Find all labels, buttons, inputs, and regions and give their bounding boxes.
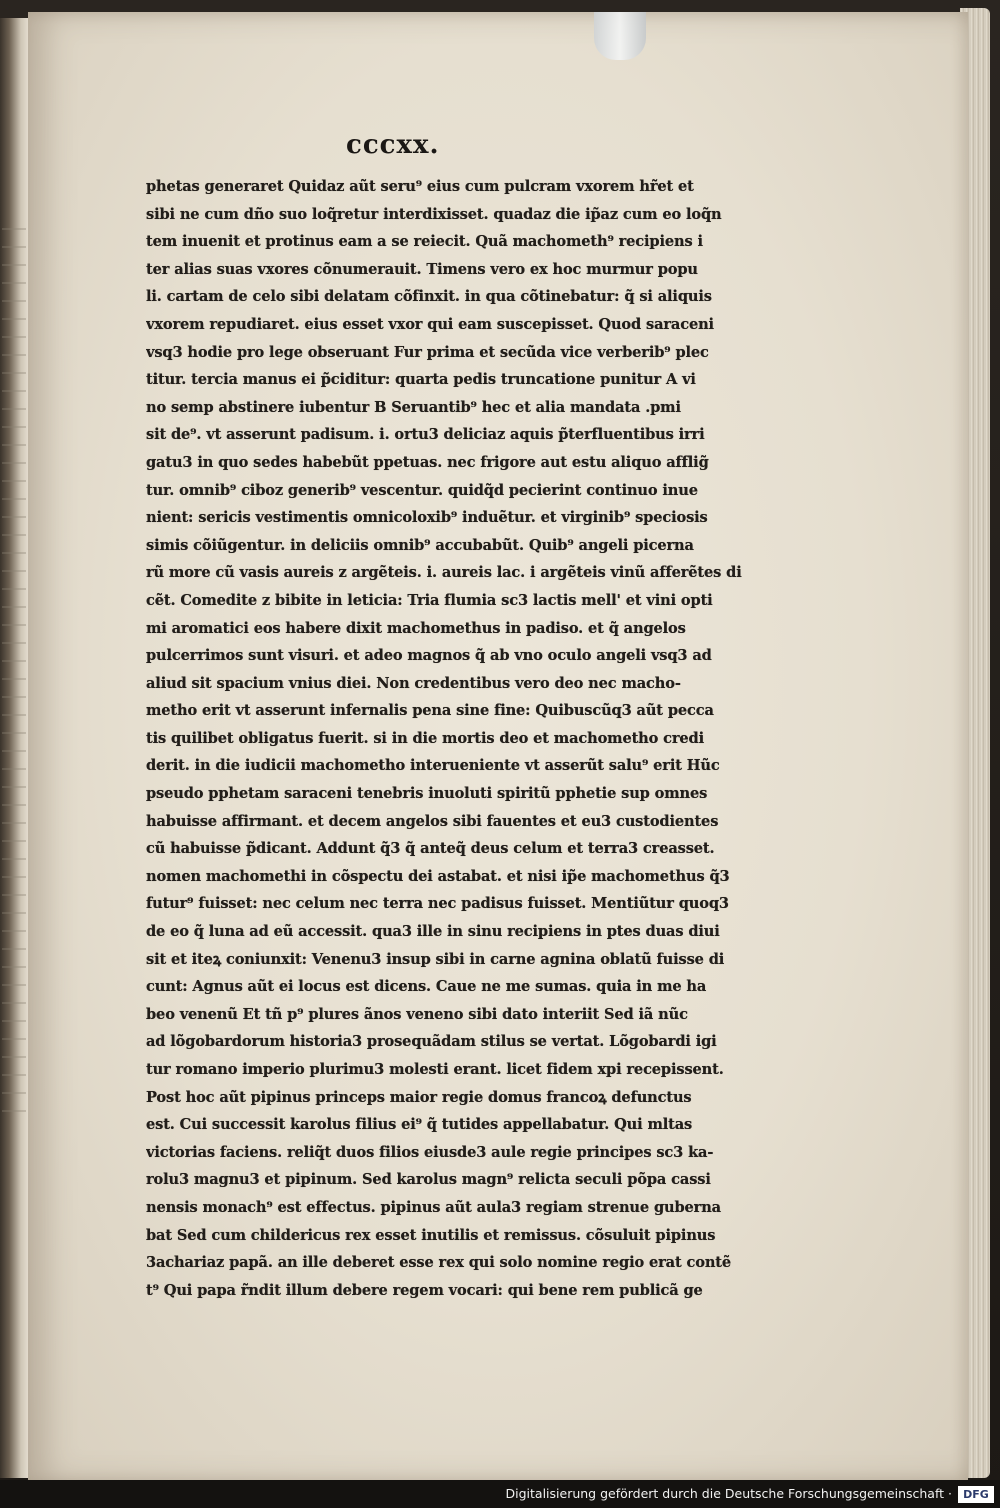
- text-line: titur. tercia manus ei p̃ciditur: quarta pedis truncatione punitur A vi: [146, 371, 696, 389]
- text-line: t⁹ Qui papa r̃ndit illum debere regem vocari: qui bene rem publicã ge: [146, 1281, 703, 1299]
- text-line: beo venenũ Et tñ p⁹ plures ãnos veneno sibi dato interiit Sed iã nũc: [146, 1005, 688, 1023]
- text-block: [146, 173, 746, 1304]
- text-line: mi aromatici eos habere dixit machomethus in padiso. et q̃ angelos: [146, 619, 686, 637]
- text-line: sit de⁹. vt asserunt padisum. i. ortu3 deliciaz aquis p̃terfluentibus irri: [146, 426, 705, 444]
- text-line: sit et iteꝝ coniunxit: Venenu3 insup sibi in carne agnina oblatũ fuisse di: [146, 950, 725, 968]
- text-line: cunt: Agnus aũt ei locus est dicens. Caue ne me sumas. quia in me ha: [146, 978, 707, 996]
- book-page: [28, 12, 968, 1482]
- text-line: metho erit vt asserunt infernalis pena sine fine: Quibuscũq3 aũt pecca: [146, 702, 714, 720]
- text-line: simis cõiũgentur. in deliciis omnib⁹ accubabũt. Quib⁹ angeli picerna: [146, 536, 694, 554]
- text-line: est. Cui successit karolus filius ei⁹ q̃ tutides appellabatur. Qui mltas: [146, 1116, 693, 1134]
- text-line: ter alias suas vxores cõnumerauit. Timens vero ex hoc murmur popu: [146, 260, 698, 278]
- text-line: tur. omnib⁹ ciboz generib⁹ vescentur. quidq̃d pecierint continuo inue: [146, 481, 698, 499]
- text-line: pulcerrimos sunt visuri. et adeo magnos q̃ ab vno oculo angeli vsq3 ad: [146, 647, 712, 665]
- text-line: sibi ne cum dño suo loq̃retur interdixisset. quadaz die ip̃az cum eo loq̃n: [146, 205, 722, 223]
- footer-credit: Digitalisierung gefördert durch die Deutsche Forschungsgemeinschaft ·: [505, 1486, 952, 1501]
- text-line: aliud sit spacium vnius diei. Non credentibus vero deo nec macho-: [146, 674, 681, 692]
- text-line: nient: sericis vestimentis omnicoloxib⁹ induẽtur. et virginib⁹ speciosis: [146, 509, 708, 527]
- text-line: tis quilibet obligatus fuerit. si in die mortis deo et machometho credi: [146, 729, 705, 747]
- text-line: tur romano imperio plurimu3 molesti erant. licet fidem xpi recepissent.: [146, 1061, 724, 1078]
- text-line: tem inuenit et protinus eam a se reiecit. Quã machometh⁹ recipiens i: [146, 233, 703, 251]
- dfg-logo: DFG: [958, 1486, 994, 1503]
- text-line: phetas generaret Quidaz aũt seru⁹ eius cum pulcram vxorem hr̃et et: [146, 178, 694, 195]
- text-line: vxorem repudiaret. eius esset vxor qui eam suscepisset. Quod saraceni: [146, 315, 714, 333]
- footer-bar: [0, 1480, 1000, 1508]
- text-line: de eo q̃ luna ad eũ accessit. qua3 ille in sinu recipiens in ptes duas diui: [146, 923, 720, 941]
- text-line: pseudo pphetam saraceni tenebris inuoluti spiritũ pphetie sup omnes: [146, 785, 708, 803]
- text-line: li. cartam de celo sibi delatam cõfinxit. in qua cõtinebatur: q̃ si aliquis: [146, 288, 712, 306]
- text-line: no semp abstinere iubentur B Seruantib⁹ hec et alia mandata .pmi: [146, 398, 681, 416]
- text-line: ad lõgobardorum historia3 prosequãdam stilus se vertat. Lõgobardi igi: [146, 1033, 717, 1051]
- text-line: habuisse affirmant. et decem angelos sibi fauentes et eu3 custodientes: [146, 812, 719, 830]
- text-line: Post hoc aũt pipinus princeps maior regie domus francoꝝ defunctus: [146, 1088, 692, 1106]
- text-line: nensis monach⁹ est effectus. pipinus aũt aula3 regiam strenue guberna: [146, 1198, 721, 1216]
- text-line: nomen machomethi in cõspectu dei astabat. et nisi ip̃e machomethus q̃3: [146, 867, 730, 885]
- facing-page-text-fragment: [2, 228, 26, 1128]
- text-line: victorias faciens. reliq̃t duos filios eiusde3 aule regie principes sc3 ka-: [146, 1143, 714, 1161]
- text-line: cẽt. Comedite z bibite in leticia: Tria flumia sc3 lactis mell' et vini opti: [146, 591, 713, 609]
- text-line: bat Sed cum childericus rex esset inutilis et remissus. cõsuluit pipinus: [146, 1226, 716, 1244]
- text-line: 3achariaz papã. an ille deberet esse rex qui solo nomine regio erat contẽ: [146, 1254, 732, 1272]
- text-line: gatu3 in quo sedes habebũt ppetuas. nec frigore aut estu aliquo afflig̃: [146, 453, 709, 471]
- text-line: rũ more cũ vasis aureis z argẽteis. i. aureis lac. i argẽteis vinũ afferẽtes di: [146, 564, 742, 582]
- text-line: derit. in die iudicii machometho interueniente vt asserũt salu⁹ erit Hũc: [146, 757, 720, 775]
- page-clip: [594, 12, 646, 60]
- left-page-edge: [0, 18, 31, 1478]
- text-line: cũ habuisse p̃dicant. Addunt q̃3 q̃ anteq̃ deus celum et terra3 creasset.: [146, 840, 715, 858]
- text-line: futur⁹ fuisset: nec celum nec terra nec padisus fuisset. Mentiũtur quoq3: [146, 895, 729, 913]
- text-line: vsq3 hodie pro lege obseruant Fur prima et secũda vice verberib⁹ plec: [146, 343, 709, 361]
- folio-number: cccxx.: [346, 130, 440, 160]
- text-line: rolu3 magnu3 et pipinum. Sed karolus magn⁹ relicta seculi põpa cassi: [146, 1171, 711, 1189]
